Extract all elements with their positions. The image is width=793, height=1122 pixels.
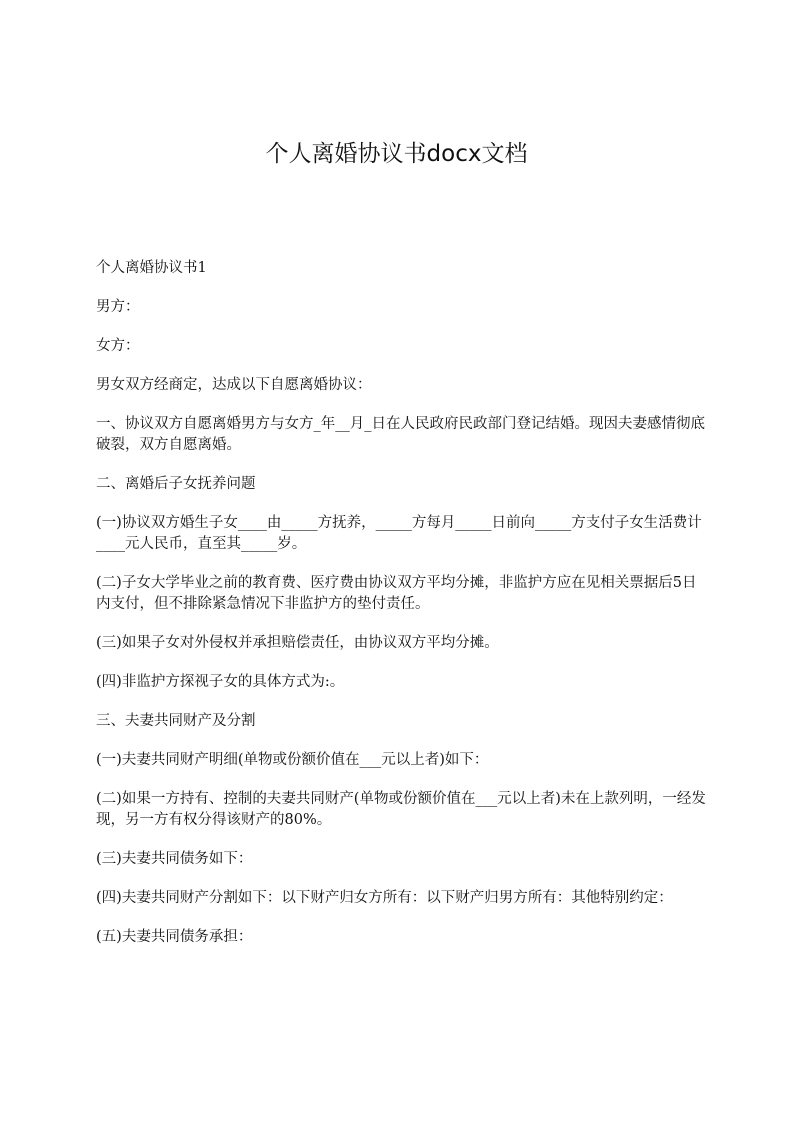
clause-two-item-1: (一)协议双方婚生子女____由_____方抚养，_____方每月_____日前向_____方支付子女生活费计____元人民币，直至其_____岁。: [96, 515, 702, 552]
clause-two-item-4: (四)非监护方探视子女的具体方式为:。: [96, 674, 345, 690]
agreement-intro: 男女双方经商定，达成以下自愿离婚协议：: [96, 377, 372, 393]
document-title: 个人离婚协议书docx文档: [265, 141, 528, 167]
male-party-line: 男方：: [96, 299, 140, 315]
female-party-line: 女方：: [96, 338, 140, 354]
clause-three-item-5: (五)夫妻共同债务承担：: [96, 929, 253, 945]
clause-one: 一、协议双方自愿离婚男方与女方_年__月_日在人民政府民政部门登记结婚。现因夫妻感情彻底破裂，双方自愿离婚。: [96, 416, 705, 453]
clause-three-heading: 三、夫妻共同财产及分割: [96, 713, 256, 729]
document-body: [96, 258, 708, 966]
section-heading: 个人离婚协议书1: [96, 260, 207, 276]
clause-two-item-2: (二)子女大学毕业之前的教育费、医疗费由协议双方平均分摊，非监护方应在见相关票据后5日内支付，但不排除紧急情况下非监护方的垫付责任。: [96, 575, 697, 612]
clause-three-item-2: (二)如果一方持有、控制的夫妻共同财产(单物或份额价值在___元以上者)未在上款列明，一经发现，另一方有权分得该财产的80%。: [96, 791, 706, 828]
clause-three-item-1: (一)夫妻共同财产明细(单物或份额价值在___元以上者)如下：: [96, 752, 489, 768]
clause-three-item-4: (四)夫妻共同财产分割如下：以下财产归女方所有：以下财产归男方所有：其他特别约定：: [96, 890, 673, 906]
clause-two-item-3: (三)如果子女对外侵权并承担赔偿责任，由协议双方平均分摊。: [96, 635, 499, 651]
clause-two-heading: 二、离婚后子女抚养问题: [96, 476, 256, 492]
clause-three-item-3: (三)夫妻共同债务如下：: [96, 851, 253, 867]
